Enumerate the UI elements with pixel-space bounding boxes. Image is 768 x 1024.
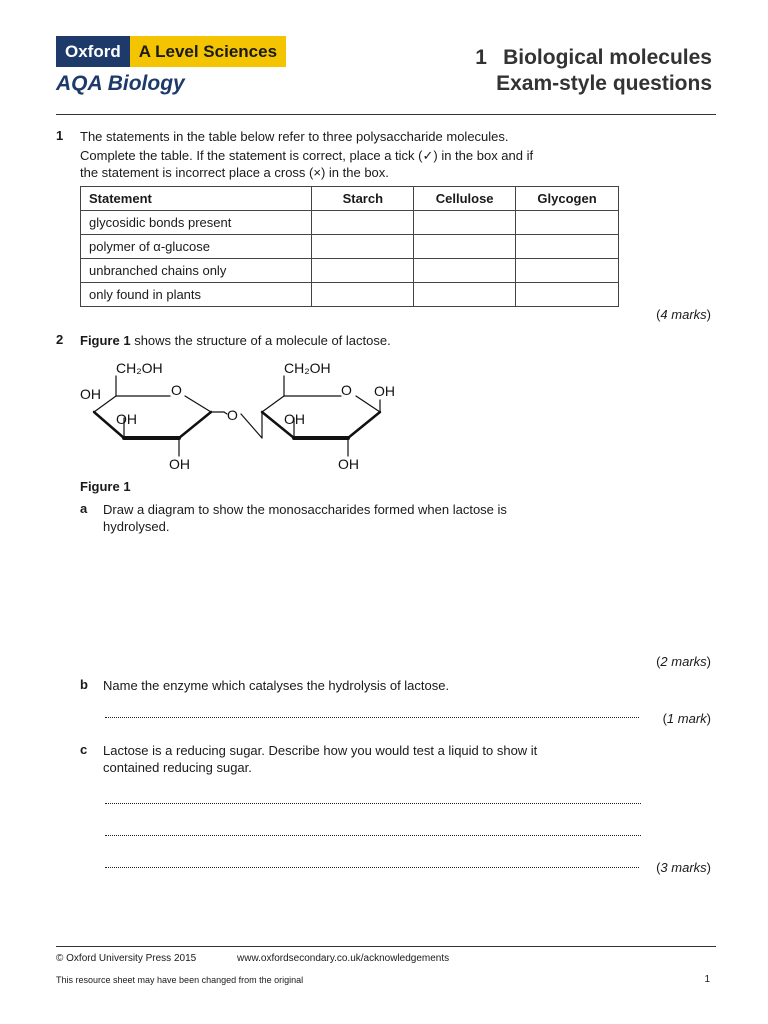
answer-box-glycogen[interactable] (516, 259, 619, 283)
table-header-glycogen: Glycogen (516, 187, 619, 211)
lactose-structure-figure (76, 356, 416, 476)
answer-box-cellulose[interactable] (414, 235, 516, 259)
brand-oxford: Oxford (56, 36, 130, 67)
answer-box-cellulose[interactable] (414, 283, 516, 307)
answer-line[interactable] (105, 867, 639, 868)
footer-divider (56, 946, 716, 947)
answer-box-glycogen[interactable] (516, 283, 619, 307)
answer-line[interactable] (105, 835, 641, 836)
question-2b-marks: (1 mark) (662, 711, 711, 726)
ring2-oh-bottom-label: OH (338, 456, 359, 472)
ring1-oh-left-label: OH (80, 386, 101, 402)
footer-url: www.oxfordsecondary.co.uk/acknowledgements (237, 953, 450, 964)
footer-note: This resource sheet may have been changed from the original (56, 975, 304, 985)
brand-series: A Level Sciences (130, 36, 286, 67)
ring1-ch2oh-label: CH₂OH (116, 360, 163, 376)
ring1-oh-mid-label: OH (116, 411, 137, 427)
question-2a-marks: (2 marks) (656, 654, 711, 669)
table-row (81, 211, 619, 235)
chapter-title: Biological molecules (503, 46, 712, 69)
table-header-statement: Statement (81, 187, 312, 211)
answer-box-starch[interactable] (312, 211, 414, 235)
statement-cell: unbranched chains only (81, 259, 312, 283)
question-2c-line2: contained reducing sugar. (103, 760, 252, 775)
worksheet-subtitle: Exam-style questions (496, 72, 712, 95)
question-2b-text: Name the enzyme which catalyses the hydrolysis of lactose. (103, 678, 450, 693)
table-header-row (81, 187, 619, 211)
answer-box-glycogen[interactable] (516, 235, 619, 259)
table-header-starch: Starch (312, 187, 414, 211)
answer-box-starch[interactable] (312, 283, 414, 307)
question-2c-line1: Lactose is a reducing sugar. Describe how you would test a liquid to show it (103, 743, 538, 758)
table-header-cellulose: Cellulose (414, 187, 516, 211)
question-1-number: 1 (56, 128, 64, 143)
ring2-oh-mid-label: OH (284, 411, 305, 427)
polysaccharide-table (80, 186, 619, 307)
question-2a-line2: hydrolysed. (103, 519, 170, 534)
question-2a-drawing-area[interactable] (103, 540, 643, 645)
question-1-marks: (4 marks) (656, 307, 711, 322)
header-divider (56, 114, 716, 115)
chapter-number: 1 (475, 46, 487, 69)
question-1-line1: The statements in the table below refer to three polysaccharide molecules. (80, 129, 509, 144)
question-2-intro: Figure 1 shows the structure of a molecule of lactose. (80, 333, 391, 348)
question-1-line3: the statement is incorrect place a cross (×) in the box. (80, 165, 389, 180)
answer-box-starch[interactable] (312, 259, 414, 283)
ring2-oxygen-label: O (341, 382, 352, 398)
answer-box-cellulose[interactable] (414, 259, 516, 283)
ring2-oh-right-label: OH (374, 383, 395, 399)
brand-logo (56, 36, 286, 67)
answer-box-glycogen[interactable] (516, 211, 619, 235)
question-2c-marks: (3 marks) (656, 860, 711, 875)
answer-box-starch[interactable] (312, 235, 414, 259)
ring1-oh-bottom-label: OH (169, 456, 190, 472)
chapter-heading (475, 46, 712, 70)
table-row (81, 235, 619, 259)
answer-line[interactable] (105, 803, 641, 804)
footer-copyright: © Oxford University Press 2015 (56, 953, 197, 964)
page-number: 1 (704, 974, 710, 985)
question-2a-line1: Draw a diagram to show the monosaccharides formed when lactose is (103, 502, 507, 517)
ring2-ch2oh-label: CH₂OH (284, 360, 331, 376)
answer-box-cellulose[interactable] (414, 211, 516, 235)
answer-line[interactable] (105, 717, 639, 718)
statement-cell: glycosidic bonds present (81, 211, 312, 235)
table-row (81, 259, 619, 283)
subject-title: AQA Biology (56, 72, 185, 95)
question-1-line2: Complete the table. If the statement is correct, place a tick (✓) in the box and if (80, 148, 534, 163)
question-2-number: 2 (56, 332, 64, 347)
question-2a-letter: a (80, 501, 88, 516)
statement-cell: polymer of α-glucose (81, 235, 312, 259)
table-row (81, 283, 619, 307)
question-2c-letter: c (80, 742, 88, 757)
figure-1-caption: Figure 1 (80, 479, 131, 494)
glycosidic-oxygen-label: O (227, 407, 238, 423)
statement-cell: only found in plants (81, 283, 312, 307)
ring1-oxygen-label: O (171, 382, 182, 398)
question-2b-letter: b (80, 677, 88, 692)
